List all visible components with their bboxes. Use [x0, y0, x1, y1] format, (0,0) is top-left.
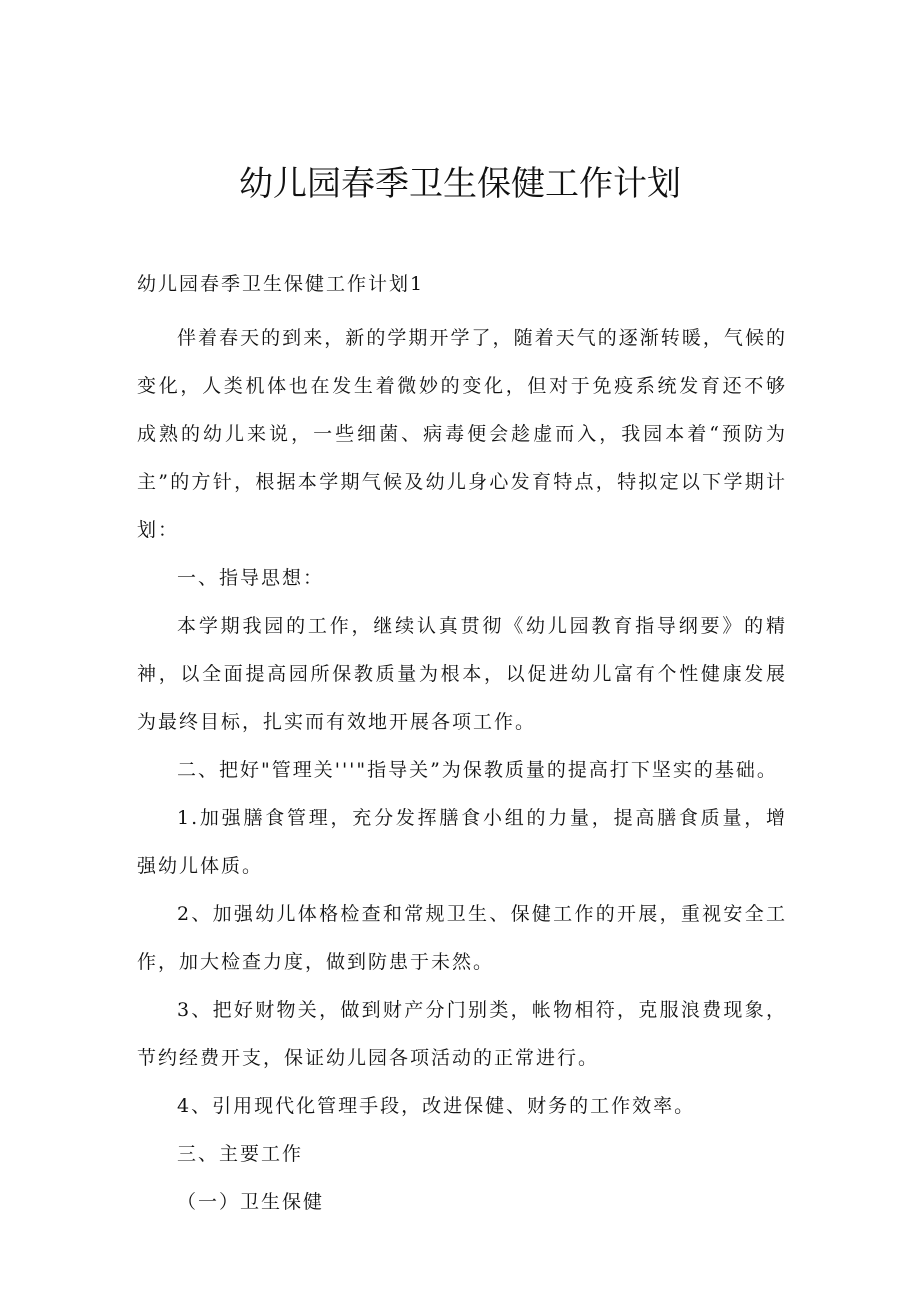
item-2-paragraph: 2、加强幼儿体格检查和常规卫生、保健工作的开展，重视安全工作，加大检查力度，做到防患于未然。	[137, 903, 787, 973]
section-heading-main-work: 三、主要工作	[177, 1143, 304, 1165]
guiding-ideology-paragraph: 本学期我园的工作，继续认真贯彻《幼儿园教育指导纲要》的精神，以全面提高园所保教质量为根本，以促进幼儿富有个性健康发展为最终目标，扎实而有效地开展各项工作。	[137, 615, 787, 733]
subtitle-paragraph: 幼儿园春季卫生保健工作计划1	[137, 273, 425, 295]
subsection-heading-hygiene: （一）卫生保健	[177, 1191, 325, 1213]
document-body	[137, 260, 787, 1226]
item-1-paragraph: 1.加强膳食管理，充分发挥膳食小组的力量，提高膳食质量，增强幼儿体质。	[137, 807, 787, 877]
section-heading-management: 二、把好"管理关'''"指导关”为保教质量的提高打下坚实的基础。	[177, 759, 778, 781]
document-title: 幼儿园春季卫生保健工作计划	[239, 164, 681, 204]
section-heading-guiding-ideology: 一、指导思想：	[177, 567, 325, 589]
item-4-paragraph: 4、引用现代化管理手段，改进保健、财务的工作效率。	[177, 1095, 696, 1117]
item-3-paragraph: 3、把好财物关，做到财产分门别类，帐物相符，克服浪费现象，节约经费开支，保证幼儿园各项活动的正常进行。	[137, 999, 787, 1069]
intro-paragraph: 伴着春天的到来，新的学期开学了，随着天气的逐渐转暖，气候的变化，人类机体也在发生着微妙的变化，但对于免疫系统发育还不够成熟的幼儿来说，一些细菌、病毒便会趁虚而入，我园本着“预防为主”的方针，根据本学期气候及幼儿身心发育特点，特拟定以下学期计划：	[137, 327, 787, 541]
